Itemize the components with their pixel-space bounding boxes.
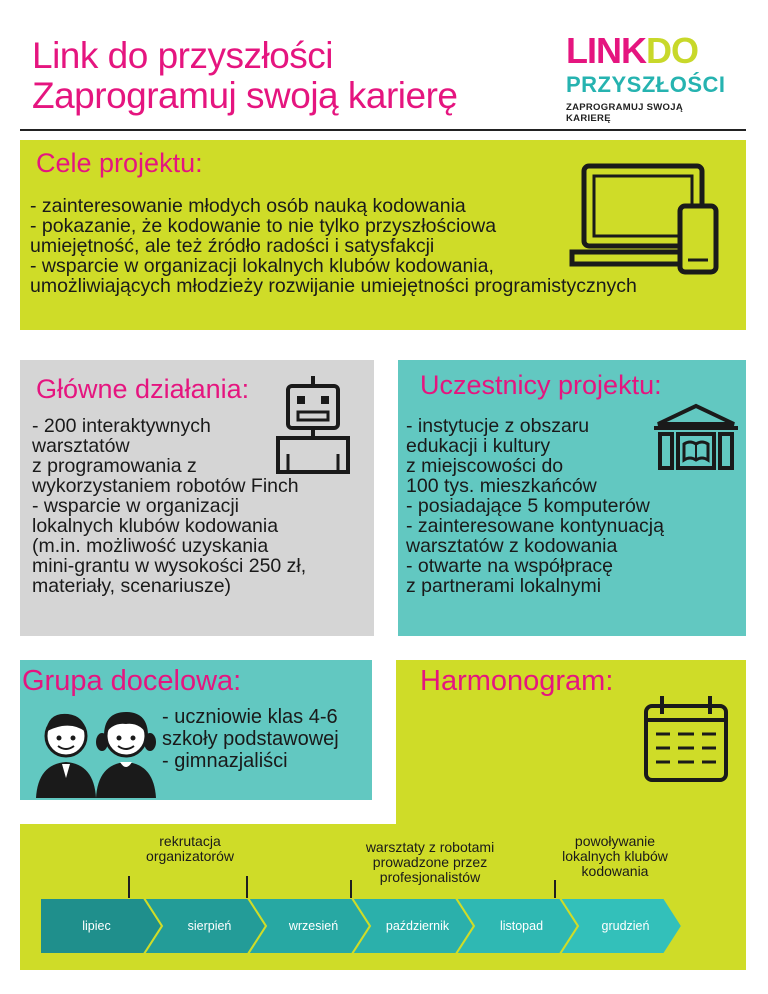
timeline-month-label: sierpień [187,919,232,933]
timeline-tick [246,876,248,900]
header-divider [20,129,746,131]
cele-title: Cele projektu: [36,148,203,178]
page-title [32,36,458,116]
grupa-text: - uczniowie klas 4-6 szkoły podstawowej - gimnazjaliści [162,706,339,772]
timeline-month-label: październik [385,919,450,933]
timeline-month-label: wrzesień [288,919,339,933]
page-title-line1: Link do przyszłości [32,35,334,76]
uczestnicy-section [398,360,746,636]
timeline-month-label: lipiec [82,919,111,933]
dzialania-text: - 200 interaktywnych warsztatów z programowania z wykorzystaniem robotów Finch - wsparcie w organizacji lokalnych klubów kodowania (m.in. możliwość uzyskania mini-grantu w wysokości 250 zł, materiały, scenariusze) [32,415,307,597]
uczestnicy-text: - instytucje z obszaru edukacji i kultury z miejscowości do 100 tys. mieszkańców - posiadające 5 komputerów - zainteresowane kontynuacją warsztatów z kodowania - otwarte na współpracę z partnerami lokalnymi [406,415,664,597]
grupa-section [20,660,372,800]
cele-section [20,140,746,330]
logo-word-do: DO [646,30,698,71]
laptop-phone-icon [568,156,724,276]
timeline-tick [128,876,130,900]
page-title-line2: Zaprogramuj swoją karierę [32,75,458,116]
robot-icon [270,374,356,478]
timeline-month-label: listopad [499,919,544,933]
timeline-month-label: grudzień [601,919,650,933]
students-icon [32,702,162,798]
library-building-icon [650,402,742,474]
logo-tagline: ZAPROGRAMUJ SWOJĄ KARIERĘ [566,102,683,124]
logo-word-link: LINK [566,30,646,71]
dzialania-section [20,360,374,636]
cele-text: - zainteresowanie młodych osób nauką kodowania - pokazanie, że kodowanie to nie tylko przyszłościowa umiejętność, ale też źródło radości i satysfakcji - wsparcie w organizacji lokalnych klubów kodowania, umożliwiających młodzieży rozwijanie umiejętności programistycznych [30,195,637,297]
dzialania-title: Główne działania: [36,374,250,404]
timeline-label-kluby: powoływanie lokalnych klubów kodowania [562,833,668,879]
calendar-icon [640,692,732,784]
timeline-label-warsztaty: warsztaty z robotami prowadzone przez profesjonalistów [365,839,495,885]
logo-word-przyszlosci: PRZYSZŁOŚCI [566,72,726,97]
grupa-title: Grupa docelowa: [22,665,242,697]
logo [566,30,726,124]
harmonogram-title: Harmonogram: [420,665,614,697]
uczestnicy-title: Uczestnicy projektu: [420,370,662,400]
timeline-label-rekrutacja: rekrutacja organizatorów [146,833,234,864]
